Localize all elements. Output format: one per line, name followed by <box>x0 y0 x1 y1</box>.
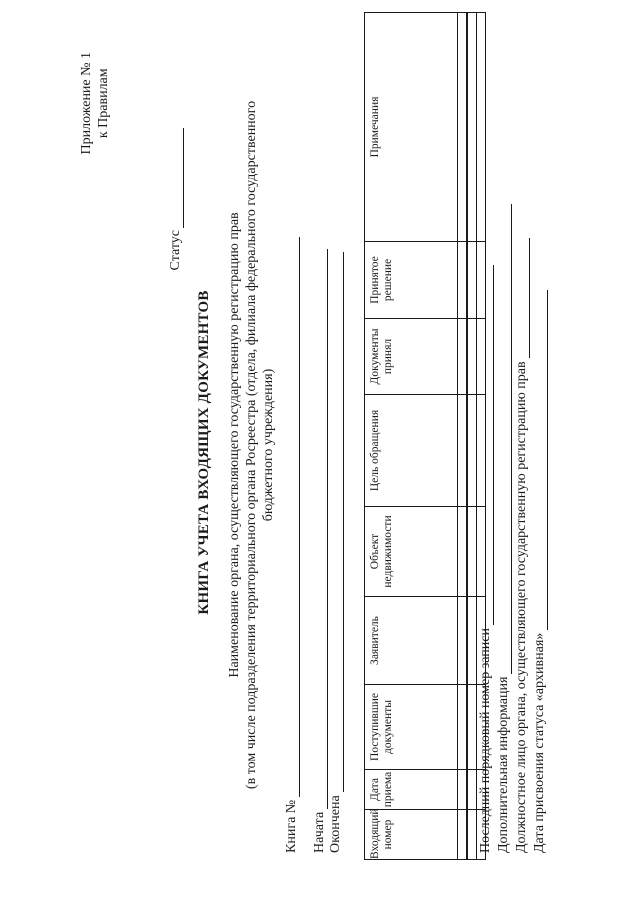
table-cell <box>467 685 477 770</box>
official-label: Должностное лицо органа, осуществляющего государственную регистрацию прав <box>514 361 529 853</box>
org-line-3: бюджетного учреждения) <box>261 368 276 522</box>
column-header: Заявитель <box>365 597 458 685</box>
table-cell <box>458 810 468 860</box>
table-header-row <box>365 13 458 860</box>
table-cell <box>467 770 477 810</box>
started-label: Начата <box>312 811 327 853</box>
started-field <box>312 249 328 853</box>
table-row <box>458 13 468 860</box>
additional-info-field <box>496 204 512 853</box>
table-cell <box>467 507 477 597</box>
archive-date-label: Дата присвоения статуса «архивная» <box>532 632 547 853</box>
last-record-label: Последний порядковый номер записи <box>478 628 493 853</box>
column-header: Поступившие документы <box>365 685 458 770</box>
started-blank-line <box>313 249 328 809</box>
table-cell <box>458 597 468 685</box>
table-cell <box>458 242 468 319</box>
table-row <box>467 13 477 860</box>
table-cell <box>467 395 477 507</box>
table-cell <box>458 685 468 770</box>
org-line-1: Наименование органа, осуществляющего государственную регистрацию прав <box>227 212 242 678</box>
column-header: Объект недвижимости <box>365 507 458 597</box>
official-field <box>514 238 530 853</box>
table-cell <box>467 242 477 319</box>
additional-info-blank-line <box>497 204 512 674</box>
table-cell <box>467 13 477 242</box>
column-header: Дата приема <box>365 770 458 810</box>
table-cell <box>458 395 468 507</box>
appendix-line-2: к Правилам <box>96 68 111 139</box>
book-number-label: Книга № <box>284 799 299 853</box>
status-label: Статус <box>168 230 183 271</box>
column-header: Документы принял <box>365 319 458 395</box>
status-field <box>168 128 184 270</box>
table-cell <box>458 13 468 242</box>
table-cell <box>467 810 477 860</box>
column-header: Принятое решение <box>365 242 458 319</box>
table-cell <box>458 507 468 597</box>
table-cell <box>458 319 468 395</box>
status-blank-line <box>169 128 184 228</box>
official-blank-line <box>515 238 530 358</box>
column-header: Примечания <box>365 13 458 242</box>
incoming-documents-table <box>364 12 486 860</box>
finished-label: Окончена <box>328 795 343 853</box>
column-header: Цель обращения <box>365 395 458 507</box>
org-line-2: (в том числе подразделения территориального органа Росреестра (отдела, филиала федерального государственного <box>244 100 259 790</box>
appendix-note <box>78 52 112 155</box>
book-number-blank-line <box>285 237 300 797</box>
table-cell <box>467 319 477 395</box>
table-cell <box>458 770 468 810</box>
finished-field <box>328 252 344 853</box>
table-cell <box>477 13 486 242</box>
column-header: Входящий номер <box>365 810 458 860</box>
table-cell <box>467 597 477 685</box>
document-title: КНИГА УЧЕТА ВХОДЯЩИХ ДОКУМЕНТОВ <box>196 290 212 615</box>
finished-blank-line <box>329 252 344 792</box>
additional-info-label: Дополнительная информация <box>496 676 511 853</box>
organization-caption <box>226 55 277 835</box>
archive-date-blank-line <box>533 290 548 630</box>
appendix-line-1: Приложение № 1 <box>79 52 94 155</box>
archive-date-field <box>532 290 548 853</box>
last-record-blank-line <box>479 265 494 625</box>
book-number-field <box>284 237 300 853</box>
last-record-field <box>478 265 494 853</box>
